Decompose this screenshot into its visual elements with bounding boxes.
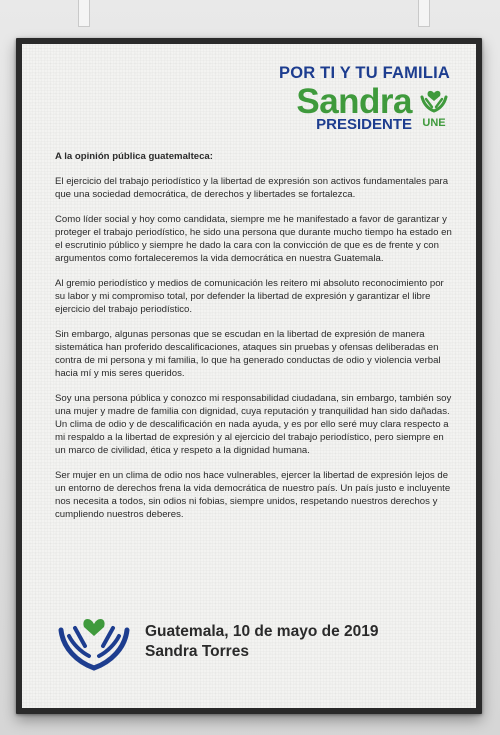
une-party-logo (418, 87, 450, 129)
candidate-title: PRESIDENTE (316, 116, 412, 133)
party-name: UNE (422, 117, 446, 129)
letter-body (55, 150, 455, 533)
candidate-logo (279, 82, 450, 133)
letter-salutation: A la opinión pública guatemalteca: (55, 151, 213, 162)
candidate-name-block (296, 82, 412, 133)
letter-paragraph: Ser mujer en un clima de odio nos hace vulnerables, ejercer la libertad de expresión lejos de un entorno de derechos frena la vida democrática de nuestro país. Un país justo e incluyente nos necesita a todos, sin odios ni fobias, siempre unidos, respetando nuestros derechos y cumpliendo nuestros deberes. (55, 470, 451, 520)
letter-paragraph: El ejercicio del trabajo periodístico y la libertad de expresión son activos fundamentales para que una sociedad democrática, de derechos y libertades se fortalezca. (55, 176, 449, 200)
hands-heart-icon (55, 610, 133, 674)
signature-block (55, 610, 378, 674)
campaign-slogan: POR TI Y TU FAMILIA (279, 64, 450, 82)
letter-paper (22, 44, 476, 708)
campaign-header (279, 64, 450, 132)
hanging-clip-right (418, 0, 430, 27)
letter-paragraph: Soy una persona pública y conozco mi responsabilidad ciudadana, sin embargo, también soy una mujer y madre de familia con dignidad, cuya reputación y tranquilidad han sido dañadas. Un clima de odio y de descalificación en nada ayuda, y es por ello seré muy clara respecto a mi respaldo a la libertad de expresión y al ejercicio del trabajo periodístico, pero siempre en un marco de civilidad, ética y respeto a la dignidad humana. (55, 393, 452, 456)
hanging-clip-left (78, 0, 90, 27)
candidate-name: Sandra (296, 82, 412, 121)
signer-name: Sandra Torres (145, 643, 249, 660)
place-date: Guatemala, 10 de mayo de 2019 (145, 623, 379, 640)
une-hands-icon (419, 87, 449, 115)
letter-paragraph: Como líder social y hoy como candidata, siempre me he manifestado a favor de garantizar y proteger el trabajo periodístico, he sido una persona que durante mucho tiempo ha estado en el escrutinio público y siempre he dado la cara con la convicción de que es de frente y con argumentos como fortaleceremos la vida democrática en nuestra Guatemala. (55, 214, 452, 264)
letter-paragraph: Sin embargo, algunas personas que se escudan en la libertad de expresión de manera sistemática han proferido descalificaciones, ataques sin pruebas y ofensas deliberadas en contra de mi persona y mi familia, lo que ha generado conductas de odio y violencia verbal hacia mí y mis seres queridos. (55, 329, 441, 379)
letter-paragraph: Al gremio periodístico y medios de comunicación les reitero mi absoluto reconocimiento por su labor y mi compromiso total, por defender la libertad de expresión y garantizar el libre ejercicio del trabajo periodístico. (55, 278, 444, 315)
signature-text (145, 622, 378, 662)
poster-frame (16, 38, 482, 714)
